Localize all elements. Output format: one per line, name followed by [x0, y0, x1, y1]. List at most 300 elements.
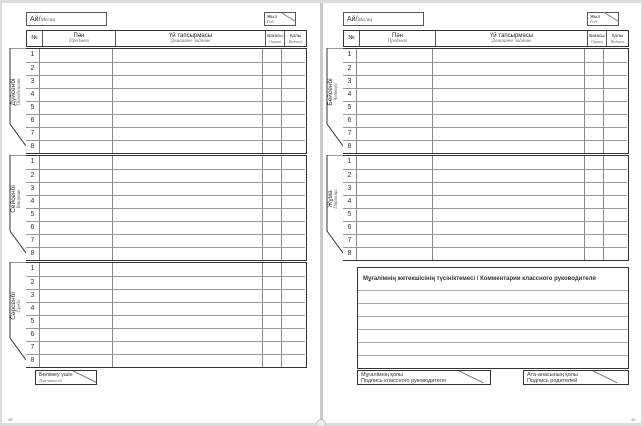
- row-number: 5: [343, 102, 357, 114]
- row-number: 7: [343, 128, 357, 140]
- page-number: 48: [8, 417, 13, 422]
- grade-cell[interactable]: [585, 170, 604, 182]
- grade-cell[interactable]: [263, 303, 282, 315]
- grade-cell[interactable]: [263, 115, 282, 127]
- day-name: Сәрсенбі: [10, 292, 17, 320]
- year-label: Жыл: [267, 14, 278, 19]
- grade-cell[interactable]: [263, 248, 282, 260]
- homework-cell[interactable]: [113, 209, 263, 221]
- signature-cell[interactable]: [282, 277, 303, 289]
- grade-cell[interactable]: [263, 76, 282, 88]
- notes-label: Бөлімеу үшін: [39, 372, 73, 378]
- lesson-row: [26, 127, 305, 140]
- lesson-row: [26, 234, 305, 247]
- month-label-ru: Месяц: [40, 17, 56, 23]
- grade-cell[interactable]: [263, 342, 282, 354]
- signature-cell[interactable]: [282, 329, 303, 341]
- grade-cell[interactable]: [585, 89, 604, 101]
- lesson-row: [343, 49, 627, 62]
- grade-cell[interactable]: [263, 156, 282, 169]
- row-number: 7: [26, 128, 40, 140]
- header-subject: Пән Предмет: [360, 31, 436, 46]
- subject-cell[interactable]: [40, 49, 113, 62]
- row-number: 3: [26, 76, 40, 88]
- day-block-monday: [8, 48, 307, 154]
- day-name: Жұма: [327, 190, 334, 208]
- subject-cell[interactable]: [357, 235, 433, 247]
- parents-signature-label-ru: Подпись родителей: [527, 378, 578, 384]
- lesson-grid: [343, 48, 629, 154]
- lesson-row: [26, 88, 305, 101]
- signature-cell[interactable]: [282, 156, 303, 169]
- lesson-row: [26, 101, 305, 114]
- subject-cell[interactable]: [357, 49, 433, 62]
- subject-cell[interactable]: [40, 170, 113, 182]
- row-number: 4: [26, 303, 40, 315]
- lesson-row: [343, 127, 627, 140]
- row-number: 3: [26, 290, 40, 302]
- lesson-row: [343, 182, 627, 195]
- grade-cell[interactable]: [263, 128, 282, 140]
- homework-cell[interactable]: [113, 329, 263, 341]
- subject-cell[interactable]: [40, 316, 113, 328]
- grade-cell[interactable]: [585, 248, 604, 260]
- subject-cell[interactable]: [40, 355, 113, 367]
- signature-cell[interactable]: [282, 170, 303, 182]
- teacher-comment-box[interactable]: [357, 267, 629, 369]
- parents-signature-label: Ата-анасының қолы: [527, 372, 578, 378]
- header-num: №: [344, 31, 360, 46]
- subject-cell[interactable]: [357, 115, 433, 127]
- header-homework: Үй тапсырмасы Домашнее задание: [436, 31, 588, 46]
- comment-line: [358, 316, 628, 317]
- signature-cell[interactable]: [282, 89, 303, 101]
- signature-cell[interactable]: [604, 156, 625, 169]
- comment-line: [358, 290, 628, 291]
- homework-cell[interactable]: [433, 63, 585, 75]
- row-number: 4: [26, 89, 40, 101]
- lesson-row: [26, 328, 305, 341]
- row-number: 8: [343, 248, 357, 260]
- row-number: 5: [343, 209, 357, 221]
- subject-cell[interactable]: [40, 141, 113, 153]
- row-number: 7: [343, 235, 357, 247]
- row-number: 6: [26, 222, 40, 234]
- lesson-row: [26, 195, 305, 208]
- subject-cell[interactable]: [40, 63, 113, 75]
- comment-line: [358, 342, 628, 343]
- signature-cell[interactable]: [604, 115, 625, 127]
- grade-cell[interactable]: [263, 89, 282, 101]
- row-number: 1: [26, 49, 40, 62]
- signature-cell[interactable]: [282, 49, 303, 62]
- homework-cell[interactable]: [113, 342, 263, 354]
- subject-cell[interactable]: [40, 290, 113, 302]
- month-field[interactable]: [26, 12, 107, 26]
- header-signature: Қолы Подпись: [610, 33, 625, 44]
- grade-cell[interactable]: [585, 76, 604, 88]
- column-header: [26, 30, 307, 47]
- homework-cell[interactable]: [433, 128, 585, 140]
- year-label-ru: Год: [590, 19, 597, 24]
- subject-cell[interactable]: [40, 209, 113, 221]
- month-label-ru: Месяц: [357, 17, 373, 23]
- homework-cell[interactable]: [113, 156, 263, 169]
- signature-cell[interactable]: [282, 248, 303, 260]
- signature-cell[interactable]: [282, 290, 303, 302]
- signature-cell[interactable]: [282, 196, 303, 208]
- subject-cell[interactable]: [40, 76, 113, 88]
- subject-cell[interactable]: [357, 89, 433, 101]
- signature-cell[interactable]: [604, 63, 625, 75]
- subject-cell[interactable]: [40, 248, 113, 260]
- subject-cell[interactable]: [357, 170, 433, 182]
- grade-cell[interactable]: [263, 290, 282, 302]
- signature-cell[interactable]: [282, 263, 303, 276]
- homework-cell[interactable]: [113, 222, 263, 234]
- homework-cell[interactable]: [113, 290, 263, 302]
- lesson-row: [343, 208, 627, 221]
- row-number: 2: [343, 170, 357, 182]
- row-number: 8: [26, 355, 40, 367]
- signature-cell[interactable]: [604, 49, 625, 62]
- lesson-row: [26, 315, 305, 328]
- subject-cell[interactable]: [40, 263, 113, 276]
- signature-cell[interactable]: [282, 235, 303, 247]
- homework-cell[interactable]: [433, 222, 585, 234]
- grade-cell[interactable]: [263, 263, 282, 276]
- signature-cell[interactable]: [282, 115, 303, 127]
- subject-cell[interactable]: [357, 128, 433, 140]
- lesson-row: [343, 114, 627, 127]
- homework-cell[interactable]: [433, 196, 585, 208]
- homework-cell[interactable]: [433, 102, 585, 114]
- homework-cell[interactable]: [433, 156, 585, 169]
- grade-cell[interactable]: [585, 128, 604, 140]
- grade-cell[interactable]: [263, 277, 282, 289]
- row-number: 5: [26, 316, 40, 328]
- homework-cell[interactable]: [113, 102, 263, 114]
- subject-cell[interactable]: [357, 222, 433, 234]
- year-field[interactable]: [264, 12, 296, 26]
- lesson-row: [343, 195, 627, 208]
- notes-label-ru: Для записей: [39, 378, 62, 383]
- day-name-ru: Пятница: [334, 189, 339, 209]
- lesson-row: [343, 247, 627, 260]
- subject-cell[interactable]: [40, 89, 113, 101]
- row-number: 1: [343, 49, 357, 62]
- signature-cell[interactable]: [282, 355, 303, 367]
- day-name: Сейсенбі: [10, 185, 17, 213]
- grade-cell[interactable]: [585, 222, 604, 234]
- lesson-row: [26, 341, 305, 354]
- subject-cell[interactable]: [40, 183, 113, 195]
- comment-line: [358, 329, 628, 330]
- day-block-wednesday: [8, 262, 307, 368]
- day-label-tab: [8, 262, 26, 368]
- notes-field[interactable]: [35, 370, 97, 385]
- lesson-row: [343, 101, 627, 114]
- grade-cell[interactable]: [263, 141, 282, 153]
- row-number: 4: [343, 196, 357, 208]
- grade-cell[interactable]: [263, 170, 282, 182]
- row-number: 1: [26, 263, 40, 276]
- subject-cell[interactable]: [357, 156, 433, 169]
- signature-cell[interactable]: [282, 128, 303, 140]
- lesson-row: [26, 247, 305, 260]
- homework-cell[interactable]: [113, 63, 263, 75]
- lesson-row: [343, 75, 627, 88]
- year-field[interactable]: [587, 12, 619, 26]
- signature-cell[interactable]: [282, 316, 303, 328]
- subject-cell[interactable]: [357, 141, 433, 153]
- lesson-row: [26, 263, 305, 276]
- row-number: 6: [26, 329, 40, 341]
- grade-cell[interactable]: [263, 196, 282, 208]
- signature-cell[interactable]: [604, 196, 625, 208]
- grade-cell[interactable]: [585, 115, 604, 127]
- row-number: 4: [343, 89, 357, 101]
- signature-cell[interactable]: [604, 128, 625, 140]
- day-block-tuesday: [8, 155, 307, 261]
- row-number: 6: [26, 115, 40, 127]
- lesson-row: [343, 234, 627, 247]
- homework-cell[interactable]: [433, 49, 585, 62]
- subject-cell[interactable]: [40, 303, 113, 315]
- lesson-row: [343, 62, 627, 75]
- subject-cell[interactable]: [357, 76, 433, 88]
- day-label-tab: [8, 48, 26, 154]
- homework-cell[interactable]: [433, 76, 585, 88]
- header-subject: Пән Предмет: [43, 31, 116, 46]
- homework-cell[interactable]: [113, 49, 263, 62]
- day-label-tab: [325, 48, 343, 154]
- parents-signature-field[interactable]: [523, 370, 629, 385]
- signature-cell[interactable]: [604, 235, 625, 247]
- signature-cell[interactable]: [282, 342, 303, 354]
- lesson-grid: [26, 48, 307, 154]
- row-number: 3: [26, 183, 40, 195]
- homework-cell[interactable]: [433, 170, 585, 182]
- signature-cell[interactable]: [282, 303, 303, 315]
- header-grade: Бағасы Оценка: [266, 31, 285, 46]
- grade-cell[interactable]: [585, 141, 604, 153]
- row-number: 6: [343, 115, 357, 127]
- lesson-row: [26, 114, 305, 127]
- lesson-row: [343, 140, 627, 153]
- row-number: 5: [26, 209, 40, 221]
- lesson-row: [26, 354, 305, 367]
- homework-cell[interactable]: [433, 235, 585, 247]
- grade-cell[interactable]: [263, 329, 282, 341]
- subject-cell[interactable]: [40, 196, 113, 208]
- row-number: 7: [26, 342, 40, 354]
- column-header: [343, 30, 629, 47]
- subject-cell[interactable]: [40, 329, 113, 341]
- grade-cell[interactable]: [585, 156, 604, 169]
- signature-cell[interactable]: [604, 76, 625, 88]
- homework-cell[interactable]: [113, 277, 263, 289]
- month-field[interactable]: [343, 12, 424, 26]
- comment-line: [358, 355, 628, 356]
- subject-cell[interactable]: [40, 235, 113, 247]
- homework-cell[interactable]: [113, 263, 263, 276]
- teacher-signature-label: Мұғалімнің қолы: [361, 372, 403, 378]
- row-number: 2: [26, 170, 40, 182]
- homework-cell[interactable]: [433, 209, 585, 221]
- signature-cell[interactable]: [282, 102, 303, 114]
- grade-cell[interactable]: [263, 355, 282, 367]
- homework-cell[interactable]: [433, 141, 585, 153]
- row-number: 2: [26, 277, 40, 289]
- row-number: 1: [26, 156, 40, 169]
- lesson-row: [26, 49, 305, 62]
- homework-cell[interactable]: [113, 355, 263, 367]
- homework-cell[interactable]: [113, 170, 263, 182]
- signature-cell[interactable]: [282, 222, 303, 234]
- day-label-tab: [8, 155, 26, 261]
- grade-cell[interactable]: [585, 63, 604, 75]
- homework-cell[interactable]: [113, 196, 263, 208]
- lesson-row: [26, 208, 305, 221]
- grade-cell[interactable]: [263, 49, 282, 62]
- comment-line: [358, 303, 628, 304]
- grade-cell[interactable]: [263, 222, 282, 234]
- row-number: 2: [26, 63, 40, 75]
- grade-cell[interactable]: [263, 102, 282, 114]
- row-number: 8: [26, 248, 40, 260]
- signature-cell[interactable]: [282, 63, 303, 75]
- lesson-grid: [26, 262, 307, 368]
- subject-cell[interactable]: [40, 115, 113, 127]
- signature-cell[interactable]: [604, 248, 625, 260]
- day-name-ru: Четверг: [334, 82, 339, 102]
- subject-cell[interactable]: [40, 102, 113, 114]
- teacher-signature-field[interactable]: [357, 370, 491, 385]
- row-number: 7: [26, 235, 40, 247]
- row-number: 3: [343, 76, 357, 88]
- year-label-ru: Год: [267, 19, 274, 24]
- day-name-ru: Понедельник: [17, 78, 22, 106]
- row-number: 5: [26, 102, 40, 114]
- lesson-row: [343, 156, 627, 169]
- subject-cell[interactable]: [357, 209, 433, 221]
- subject-cell[interactable]: [357, 196, 433, 208]
- signature-cell[interactable]: [282, 183, 303, 195]
- day-name: Бейсенбі: [327, 78, 334, 106]
- subject-cell[interactable]: [40, 222, 113, 234]
- signature-cell[interactable]: [604, 141, 625, 153]
- month-label: Ай/: [30, 16, 41, 23]
- grade-cell[interactable]: [585, 102, 604, 114]
- homework-cell[interactable]: [113, 303, 263, 315]
- subject-cell[interactable]: [357, 63, 433, 75]
- grade-cell[interactable]: [585, 49, 604, 62]
- grade-cell[interactable]: [585, 235, 604, 247]
- subject-cell[interactable]: [357, 248, 433, 260]
- day-label-tab: [325, 155, 343, 261]
- lesson-row: [26, 276, 305, 289]
- homework-cell[interactable]: [433, 115, 585, 127]
- homework-cell[interactable]: [113, 115, 263, 127]
- lesson-row: [26, 140, 305, 153]
- day-block-friday: [325, 155, 629, 261]
- row-number: 2: [343, 63, 357, 75]
- grade-cell[interactable]: [263, 183, 282, 195]
- day-block-thursday: [325, 48, 629, 154]
- subject-cell[interactable]: [40, 277, 113, 289]
- header-signature: Қолы Подпись: [288, 33, 303, 44]
- signature-cell[interactable]: [604, 170, 625, 182]
- day-name: Дүйсенбі: [10, 78, 17, 106]
- subject-cell[interactable]: [40, 156, 113, 169]
- lesson-row: [343, 169, 627, 182]
- homework-cell[interactable]: [433, 183, 585, 195]
- homework-cell[interactable]: [113, 316, 263, 328]
- signature-cell[interactable]: [282, 209, 303, 221]
- month-label: Ай/: [347, 16, 358, 23]
- subject-cell[interactable]: [357, 102, 433, 114]
- signature-cell[interactable]: [604, 102, 625, 114]
- subject-cell[interactable]: [40, 128, 113, 140]
- homework-cell[interactable]: [113, 235, 263, 247]
- row-number: 3: [343, 183, 357, 195]
- grade-cell[interactable]: [263, 316, 282, 328]
- header-grade: Бағасы Оценка: [588, 31, 607, 46]
- grade-cell[interactable]: [263, 209, 282, 221]
- grade-cell[interactable]: [585, 183, 604, 195]
- homework-cell[interactable]: [113, 141, 263, 153]
- homework-cell[interactable]: [113, 183, 263, 195]
- day-name-ru: Вторник: [17, 189, 22, 209]
- homework-cell[interactable]: [433, 89, 585, 101]
- signature-cell[interactable]: [282, 76, 303, 88]
- lesson-grid: [343, 155, 629, 261]
- homework-cell[interactable]: [113, 128, 263, 140]
- lesson-row: [26, 75, 305, 88]
- lesson-row: [26, 169, 305, 182]
- grade-cell[interactable]: [263, 63, 282, 75]
- lesson-row: [26, 221, 305, 234]
- signature-cell[interactable]: [604, 222, 625, 234]
- row-number: 1: [343, 156, 357, 169]
- signature-cell[interactable]: [604, 183, 625, 195]
- signature-cell[interactable]: [282, 141, 303, 153]
- header-homework: Үй тапсырмасы Домашнее задание: [116, 31, 266, 46]
- grade-cell[interactable]: [263, 235, 282, 247]
- row-number: 8: [26, 141, 40, 153]
- subject-cell[interactable]: [357, 183, 433, 195]
- homework-cell[interactable]: [433, 248, 585, 260]
- lesson-row: [26, 302, 305, 315]
- homework-cell[interactable]: [113, 248, 263, 260]
- signature-cell[interactable]: [604, 89, 625, 101]
- signature-cell[interactable]: [604, 209, 625, 221]
- homework-cell[interactable]: [113, 89, 263, 101]
- day-name-ru: Среда: [17, 299, 22, 313]
- subject-cell[interactable]: [40, 342, 113, 354]
- header-num: №: [27, 31, 43, 46]
- lesson-row: [26, 156, 305, 169]
- lesson-row: [26, 289, 305, 302]
- year-label: Жыл: [590, 14, 601, 19]
- grade-cell[interactable]: [585, 196, 604, 208]
- grade-cell[interactable]: [585, 209, 604, 221]
- homework-cell[interactable]: [113, 76, 263, 88]
- teacher-signature-label-ru: Подпись классного руководителя: [361, 378, 446, 384]
- lesson-row: [26, 62, 305, 75]
- row-number: 6: [343, 222, 357, 234]
